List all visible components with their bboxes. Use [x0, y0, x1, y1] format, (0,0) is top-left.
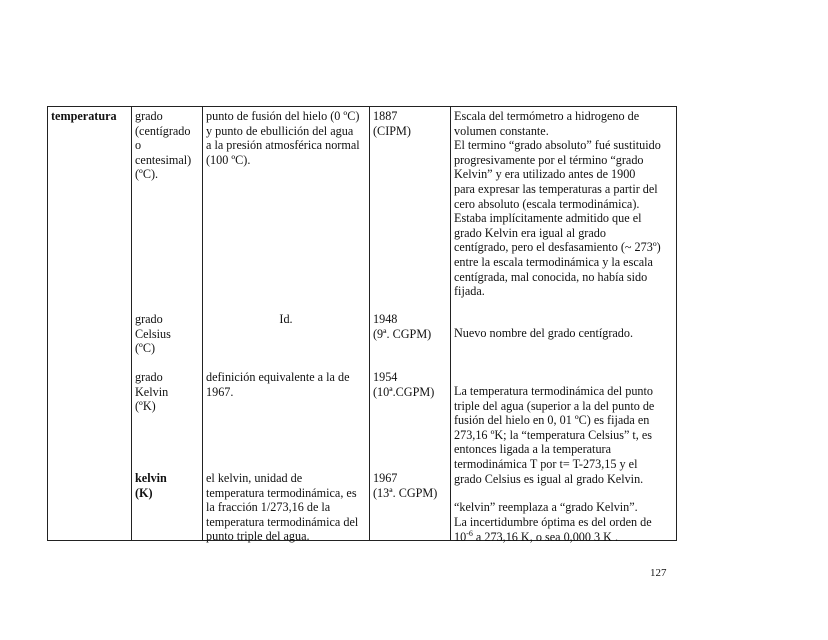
remarks-block-3-line: entonces ligada a la temperatura [454, 442, 612, 457]
definition-grado-kelvin-line: definición equivalente a la de [206, 370, 350, 384]
remarks-block-1-line: entre la escala termodinámica y la escala [454, 254, 653, 269]
remarks-block-1-line: progresivamente por el término “grado [454, 152, 644, 167]
definition-cell [203, 107, 370, 544]
unit-centigrado-line: (ºC). [135, 167, 159, 182]
remarks-block-1-line: cero absoluto (escala termodinámica). [454, 196, 640, 211]
remarks-uncertainty-line-1: La incertidumbre óptima es del orden de [454, 515, 652, 529]
unit-celsius [135, 312, 199, 356]
unit-grado-kelvin-line: Kelvin [135, 384, 169, 399]
unit-centigrado-line: o [135, 138, 142, 153]
definition-centigrado-line: (100 ºC). [206, 152, 251, 167]
remarks-block-4: “kelvin” reemplaza a “grado Kelvin”. [454, 500, 638, 514]
unit-grado-kelvin-line: grado [135, 370, 163, 384]
remarks-block-1 [454, 109, 673, 299]
definition-centigrado-line: a la presión atmosférica normal [206, 138, 360, 153]
remarks-block-1-line: grado Kelvin era igual al grado [454, 225, 606, 240]
definition-kelvin-line: temperatura termodinámica del [206, 514, 359, 529]
date-celsius [373, 312, 447, 341]
quantity-cell [48, 107, 132, 541]
remarks-block-1-line: centígrada, mal conocida, no había sido [454, 269, 648, 284]
remarks-block-3-line: termodinámica T por t= T-273,15 y el [454, 456, 638, 471]
remarks-block-3-line: grado Celsius es igual al grado Kelvin. [454, 471, 644, 486]
unit-name-cell [132, 107, 203, 541]
definition-celsius: Id. [279, 312, 293, 326]
definition-centigrado-line: punto de fusión del hielo (0 ºC) [206, 109, 360, 123]
date-grado-kelvin-line: 1954 [373, 370, 398, 384]
date-celsius-line: (9ª. CGPM) [373, 326, 432, 341]
date-centigrado [373, 109, 447, 138]
definition-kelvin-line: el kelvin, unidad de [206, 471, 303, 485]
date-grado-kelvin [373, 370, 447, 399]
unit-celsius-line: grado [135, 312, 163, 326]
unit-grado-kelvin [135, 370, 199, 414]
quantity-name: temperatura [51, 109, 117, 123]
remarks-uncertainty-line-2 [454, 530, 673, 545]
unit-kelvin-line: (K) [135, 485, 153, 500]
remarks-block-1-line: centígrado, pero el desfasamiento (~ 273º) [454, 240, 661, 255]
remarks-block-1-line: volumen constante. [454, 123, 549, 138]
remarks-block-1-line: Kelvin” y era utilizado antes de 1900 [454, 167, 636, 182]
remarks-block-3-line: triple del agua (superior a la del punto de [454, 398, 655, 413]
remarks-block-3 [454, 384, 673, 486]
definition-grado-kelvin [206, 370, 366, 399]
definition-kelvin-line: la fracción 1/273,16 de la [206, 500, 331, 515]
remarks-block-1-line: El termino “grado absoluto” fué sustituido [454, 138, 661, 153]
definition-centigrado-line: y punto de ebullición del agua [206, 123, 354, 138]
unit-centigrado-line: grado [135, 109, 163, 123]
remarks-block-2: Nuevo nombre del grado centígrado. [454, 326, 634, 340]
remarks-block-1-line: para expresar las temperaturas a partir del [454, 181, 658, 196]
unit-centigrado [135, 109, 199, 182]
unit-kelvin-line: kelvin [135, 471, 167, 485]
unit-celsius-line: (ºC) [135, 341, 156, 356]
unit-kelvin [135, 471, 199, 500]
power-base: 10 [454, 529, 467, 544]
remarks-block-1-line: Estaba implícitamente admitido que el [454, 211, 642, 226]
remarks-block-5 [454, 515, 673, 544]
date-kelvin-line: (13ª. CGPM) [373, 485, 438, 500]
date-kelvin-line: 1967 [373, 471, 398, 485]
date-kelvin [373, 471, 447, 500]
date-grado-kelvin-line: (10ª.CGPM) [373, 384, 435, 399]
definition-kelvin [206, 471, 366, 544]
date-cell [370, 107, 451, 541]
power-exponent: -6 [466, 528, 473, 538]
definition-centigrado [206, 109, 366, 167]
remarks-block-1-line: fijada. [454, 284, 485, 299]
definition-grado-kelvin-line: 1967. [206, 384, 234, 399]
uncertainty-value: a 273,16 K, o sea 0,000 3 K . [472, 529, 619, 544]
unit-centigrado-line: (centígrado [135, 123, 191, 138]
remarks-block-1-line: Escala del termómetro a hidrogeno de [454, 109, 640, 123]
definition-kelvin-line: temperatura termodinámica, es [206, 485, 357, 500]
unit-grado-kelvin-line: (ºK) [135, 399, 156, 414]
remarks-block-3-line: La temperatura termodinámica del punto [454, 384, 653, 398]
remarks-block-3-line: fusión del hielo en 0, 01 ºC) es fijada en [454, 413, 650, 428]
date-celsius-line: 1948 [373, 312, 398, 326]
page-number: 127 [650, 567, 667, 579]
remarks-block-3-line: 273,16 ºK; la “temperatura Celsius” t, es [454, 427, 653, 442]
unit-centigrado-line: centesimal) [135, 152, 192, 167]
definition-kelvin-line: punto triple del agua. [206, 529, 310, 544]
remarks-cell [451, 107, 677, 544]
date-centigrado-line: (CIPM) [373, 123, 411, 138]
date-centigrado-line: 1887 [373, 109, 398, 123]
unit-celsius-line: Celsius [135, 326, 171, 341]
metrology-table [47, 106, 677, 544]
